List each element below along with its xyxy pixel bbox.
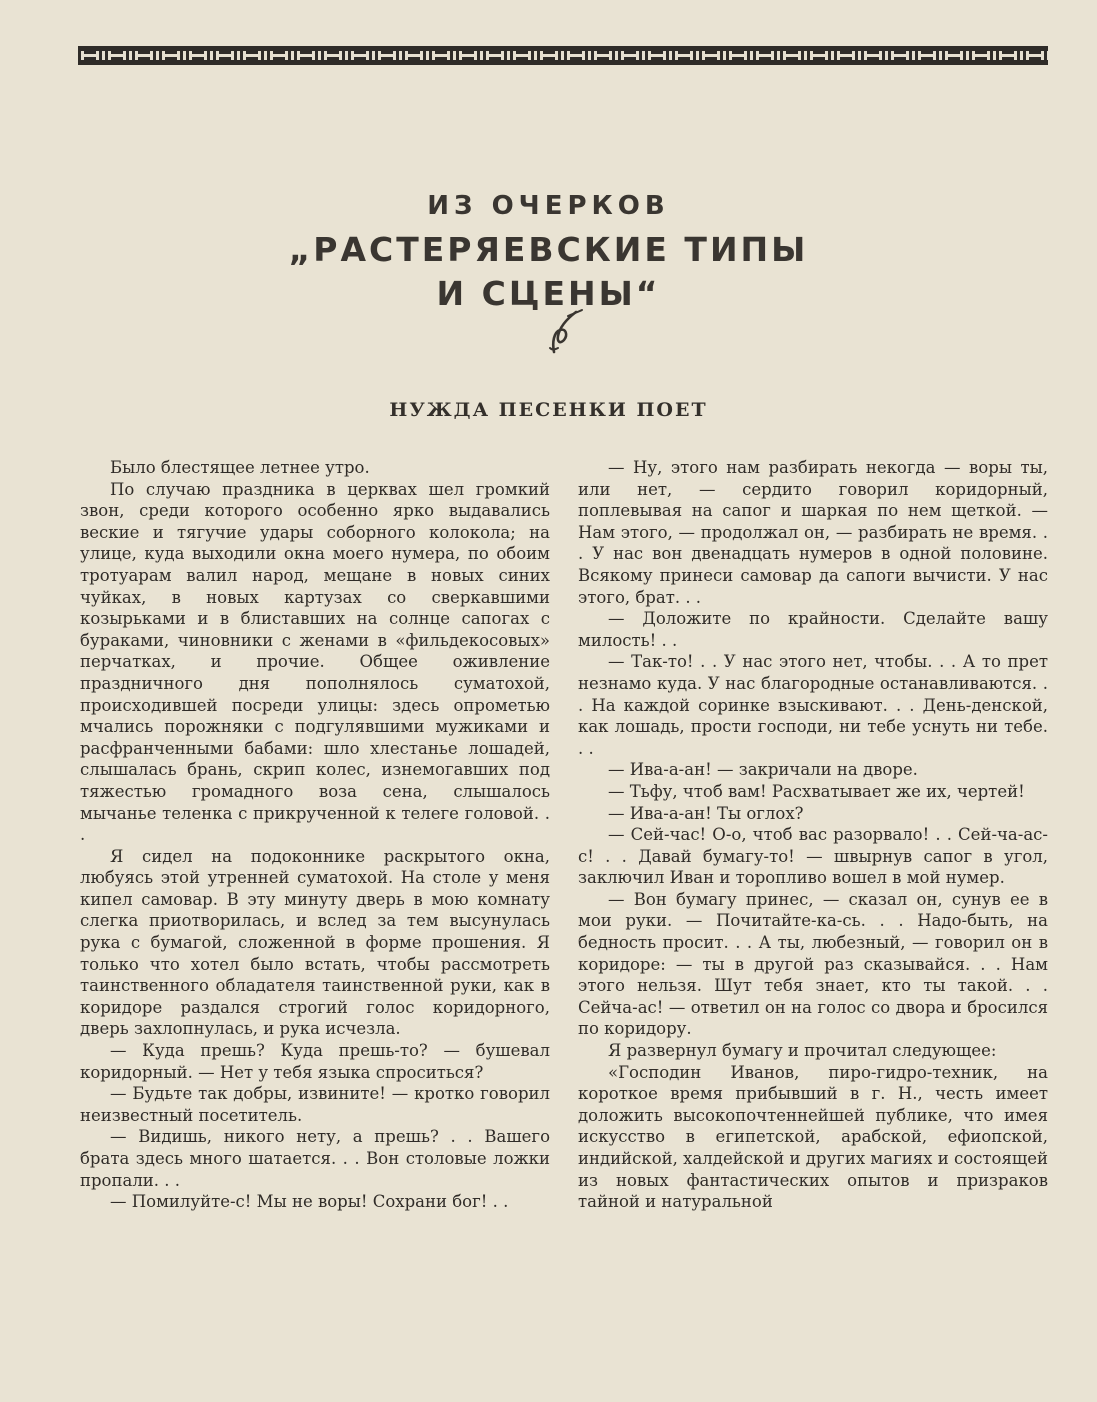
section-heading: НУЖДА ПЕСЕНКИ ПОЕТ	[389, 399, 708, 421]
paragraph: — Куда прешь? Куда прешь-то? — бушевал коридорный. — Нет у тебя языка спроситься?	[80, 1041, 550, 1082]
paragraph: — Доложите по крайности. Сделайте вашу милость! . .	[578, 609, 1048, 650]
paragraph: Я развернул бумагу и прочитал следующее:	[608, 1041, 997, 1061]
title-line-2: И СЦЕНЫ“	[436, 274, 661, 313]
top-ornamental-border	[78, 46, 1048, 66]
title-line-1: „РАСТЕРЯЕВСКИЕ ТИПЫ	[288, 230, 809, 269]
article-title	[0, 228, 1097, 316]
paragraph: — Ива-а-ан! — закричали на дворе.	[608, 760, 918, 780]
paragraph: Я сидел на подоконнике раскрытого окна, любуясь этой утренней суматохой. На столе у меня кипел самовар. В эту минуту дверь в мою комнату слегка приотворилась, и вслед за тем высунулась рука с бумагой, сложенной в форме прошения. Я только что хотел было встать, чтобы рассмотреть таинственного обладателя таинственной руки, как в коридоре раздался строгий голос коридорного, дверь захлопнулась, и рука исчезла.	[80, 846, 550, 1039]
paragraph: — Ива-а-ан! Ты оглох?	[608, 803, 804, 823]
quill-flourish-icon	[538, 308, 590, 360]
paragraph: По случаю праздника в церквах шел громкий звон, среди которого особенно ярко выдавались веские и тягучие удары соборного колокола; на улице, куда выходили окна моего нумера, по обоим тротуарам валил народ, мещане в новых синих чуйках, в новых картузах со сверкавшими козырьками и в блиставших на солнце сапогах с бураками, чиновники с женами в «фильдекосовых» перчатках, и прочие. Общее оживление праздничного дня пополнялось суматохой, происходившей посреди улицы: здесь опрометью мчались порожняки с подгулявшими мужиками и расфранченными бабами: шло хлестанье лошадей, слышалась брань, скрип колес, изнемогавших под тяжестью громадного воза сена, слышалось мычанье теленка с прикрученной к телеге головой. . .	[80, 479, 550, 845]
meander-pattern-inner	[78, 54, 1048, 57]
paragraph: — Видишь, никого нету, а прешь? . . Вашего брата здесь много шатается. . . Вон столовые ложки пропали. . .	[80, 1127, 550, 1190]
supertitle: ИЗ ОЧЕРКОВ	[427, 191, 670, 221]
paragraph: — Помилуйте-с! Мы не воры! Сохрани бог! . .	[110, 1192, 509, 1212]
border-bottom-rule	[78, 60, 1048, 65]
paragraph: Было блестящее летнее утро.	[110, 458, 370, 477]
paragraph: — Ну, этого нам разбирать некогда — воры ты, или нет, — сердито говорил коридорный, поплевывая на сапог и шаркая по нем щеткой. — Нам этого, — продолжал он, — разбирать не время. . . У нас вон двенадцать нумеров в одной половине. Всякому принеси самовар да сапоги вычисти. У нас этого, брат. . .	[578, 458, 1048, 607]
paragraph: — Так-то! . . У нас этого нет, чтобы. . . А то прет незнамо куда. У нас благородные останавливаются. . . На каждой соринке взыскивают. . . День-денской, как лошадь, прости господи, ни тебе уснуть ни тебе. . .	[578, 652, 1048, 758]
right-text-column	[578, 457, 1048, 1213]
paragraph: — Сей-час! О-о, чтоб вас разорвало! . . Сей-ча-ас-с! . . Давай бумагу-то! — швырнув сапог в угол, заключил Иван и торопливо вошел в мой нумер.	[578, 825, 1048, 888]
paragraph: — Будьте так добры, извините! — кротко говорил неизвестный посетитель.	[80, 1084, 550, 1125]
left-text-column	[80, 457, 550, 1213]
paragraph: «Господин Иванов, пиро-гидро-техник, на короткое время прибывший в г. Н., честь имеет доложить высокопочтеннейшей публике, что имея искусство в египетской, арабской, ефиопской, индийской, халдейской и других магиях и состоящей из новых фантастических опытов и призраков тайной и натуральной	[578, 1062, 1048, 1212]
paragraph: — Тьфу, чтоб вам! Расхватывает же их, чертей!	[608, 781, 1025, 801]
paragraph: — Вон бумагу принес, — сказал он, сунув ее в мои руки. — Почитайте-ка-сь. . . Надо-быть, на бедность просит. . . А ты, любезный, — говорил он в коридоре: — ты в другой раз сказывайся. . . Нам этого нельзя. Шут тебя знает, кто ты такой. . . Сейча-ас! — ответил он на голос со двора и бросился по коридору.	[578, 889, 1048, 1039]
